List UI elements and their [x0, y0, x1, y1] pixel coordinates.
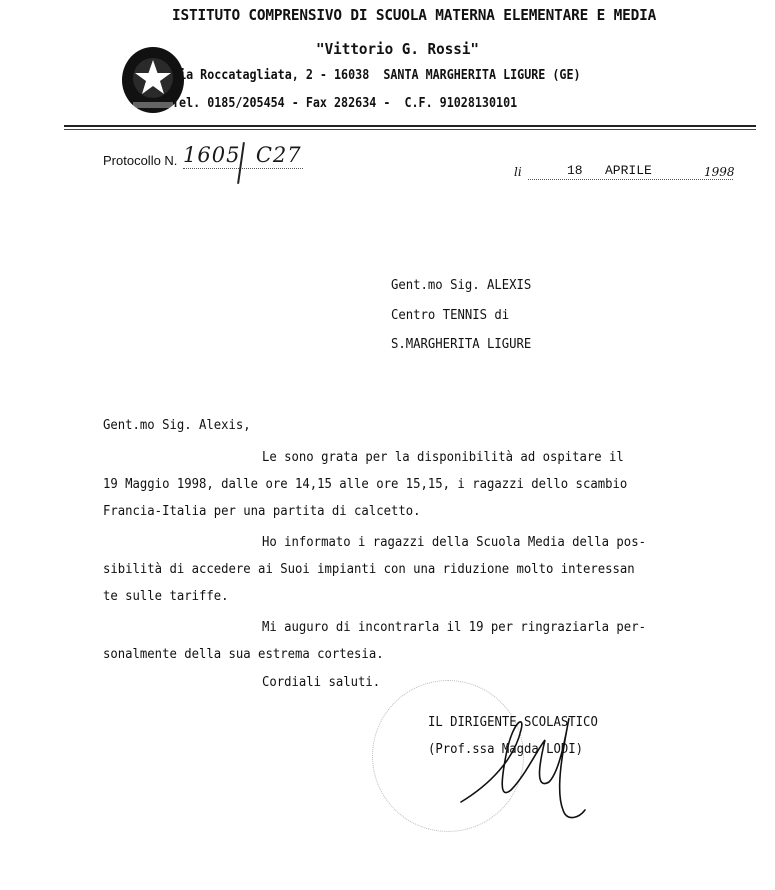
body-line: Mi auguro di incontrarla il 19 per ringraziarla per- — [262, 620, 646, 635]
protocol-number-main: 1605 — [183, 143, 241, 167]
date-dotted-line — [528, 179, 733, 180]
body-line: Ho informato i ragazzi della Scuola Media della pos- — [262, 535, 646, 550]
school-contacts: Tel. 0185/205454 - Fax 282634 - C.F. 91028130101 — [172, 96, 518, 111]
header-divider — [64, 125, 756, 127]
handwritten-signature — [440, 692, 590, 812]
body-line: 19 Maggio 1998, dalle ore 14,15 alle ore 15,15, i ragazzi dello scambio — [103, 477, 628, 492]
recipient-line: S.MARGHERITA LIGURE — [391, 337, 532, 352]
header-divider-thin — [64, 129, 756, 130]
body-line: Le sono grata per la disponibilità ad ospitare il — [262, 450, 624, 465]
protocol-number-suffix: C27 — [255, 143, 302, 167]
date-prefix: li — [514, 165, 522, 179]
signatory-name: (Prof.ssa Magda LODI) — [428, 742, 584, 757]
italian-republic-emblem-icon — [100, 26, 168, 98]
institution-title: ISTITUTO COMPRENSIVO DI SCUOLA MATERNA ELEMENTARE E MEDIA — [172, 6, 657, 24]
date-month: APRILE — [605, 163, 652, 178]
date-year: 1998 — [704, 165, 735, 179]
closing: Cordiali saluti. — [262, 675, 381, 690]
recipient-line: Gent.mo Sig. ALEXIS — [391, 278, 532, 293]
body-line: Francia-Italia per una partita di calcetto. — [103, 504, 421, 519]
body-line: sonalmente della sua estrema cortesia. — [103, 647, 384, 662]
body-line: sibilità di accedere ai Suoi impianti con una riduzione molto interessan — [103, 562, 635, 577]
salutation: Gent.mo Sig. Alexis, — [103, 418, 251, 433]
school-name: "Vittorio G. Rossi" — [316, 40, 480, 58]
school-address: Via Roccatagliata, 2 - 16038 SANTA MARGHERITA LIGURE (GE) — [172, 68, 581, 83]
signatory-title: IL DIRIGENTE SCOLASTICO — [428, 715, 598, 730]
protocol-dotted-line — [183, 168, 303, 169]
protocol-label: Protocollo N. — [103, 153, 178, 168]
date-day: 18 — [567, 163, 583, 178]
recipient-line: Centro TENNIS di — [391, 308, 510, 323]
body-line: te sulle tariffe. — [103, 589, 229, 604]
